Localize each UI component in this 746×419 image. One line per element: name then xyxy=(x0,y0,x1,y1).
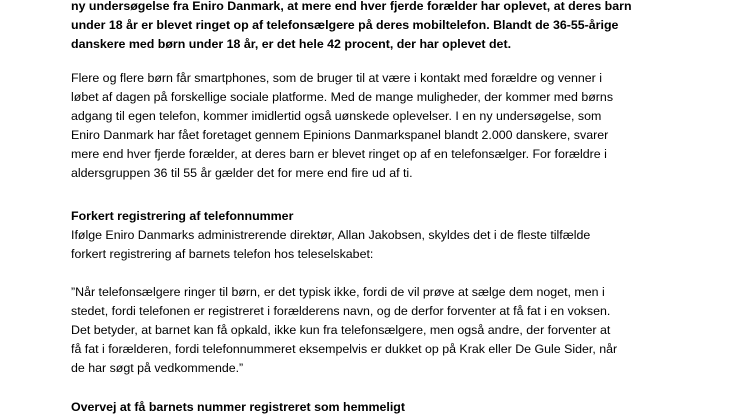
paragraph-line: løbet af dagen på forskellige sociale platforme. Med de mange muligheder, der kommer med børns xyxy=(71,90,614,104)
lead-line: under 18 år er blevet ringet op af telefonsælgere på deres mobiltelefon. Blandt de 36-55-årige xyxy=(71,18,619,32)
paragraph-line: aldersgruppen 36 til 55 år gælder det for mere end fire ud af ti. xyxy=(71,166,413,180)
lead-paragraph xyxy=(71,0,632,54)
paragraph-line: Flere og flere børn får smartphones, som de bruger til at være i kontakt med forældre og venner i xyxy=(71,71,602,85)
quote-line: ”Når telefonsælgere ringer til børn, er det typisk ikke, fordi de vil prøve at sælge dem noget, men i xyxy=(71,285,605,299)
paragraph-line: forkert registrering af barnets telefon hos teleselskabet: xyxy=(71,247,374,261)
paragraph-line: mere end hver fjerde forælder, at deres barn er blevet ringet op af en telefonsælger. For forældre i xyxy=(71,147,607,161)
section-heading-2: Overvej at få barnets nummer registreret som hemmeligt xyxy=(71,400,405,414)
paragraph-line: adgang til egen telefon, kommer imidlertid også uønskede oplevelser. I en ny undersøgelse, som xyxy=(71,109,602,123)
quote-paragraph xyxy=(71,283,617,378)
quote-line: Det betyder, at barnet kan få opkald, ikke kun fra telefonsælgere, men også andre, der forventer at xyxy=(71,323,611,337)
body-paragraph-2 xyxy=(71,226,590,264)
quote-line: få fat i forælderen, fordi telefonnummeret eksempelvis er dukket op på Krak eller De Gule Sider, når xyxy=(71,342,618,356)
section-heading-1: Forkert registrering af telefonnummer xyxy=(71,209,294,223)
paragraph-line: Ifølge Eniro Danmarks administrerende direktør, Allan Jakobsen, skyldes det i de fleste tilfælde xyxy=(71,228,591,242)
quote-line: stedet, fordi telefonen er registreret i forælderens navn, og de derfor forventer at få fat i en voksen. xyxy=(71,304,611,318)
paragraph-line: Eniro Danmark har fået foretaget gennem Epinions Danmarkspanel blandt 2.000 danskere, svarer xyxy=(71,128,609,142)
body-paragraph-1 xyxy=(71,69,613,183)
quote-line: de har søgt på vedkommende.” xyxy=(71,361,244,375)
lead-line: danskere med børn under 18 år, er det hele 42 procent, der har oplevet det. xyxy=(71,37,512,51)
lead-line: ny undersøgelse fra Eniro Danmark, at mere end hver fjerde forælder har oplevet, at deres barn xyxy=(71,0,632,13)
